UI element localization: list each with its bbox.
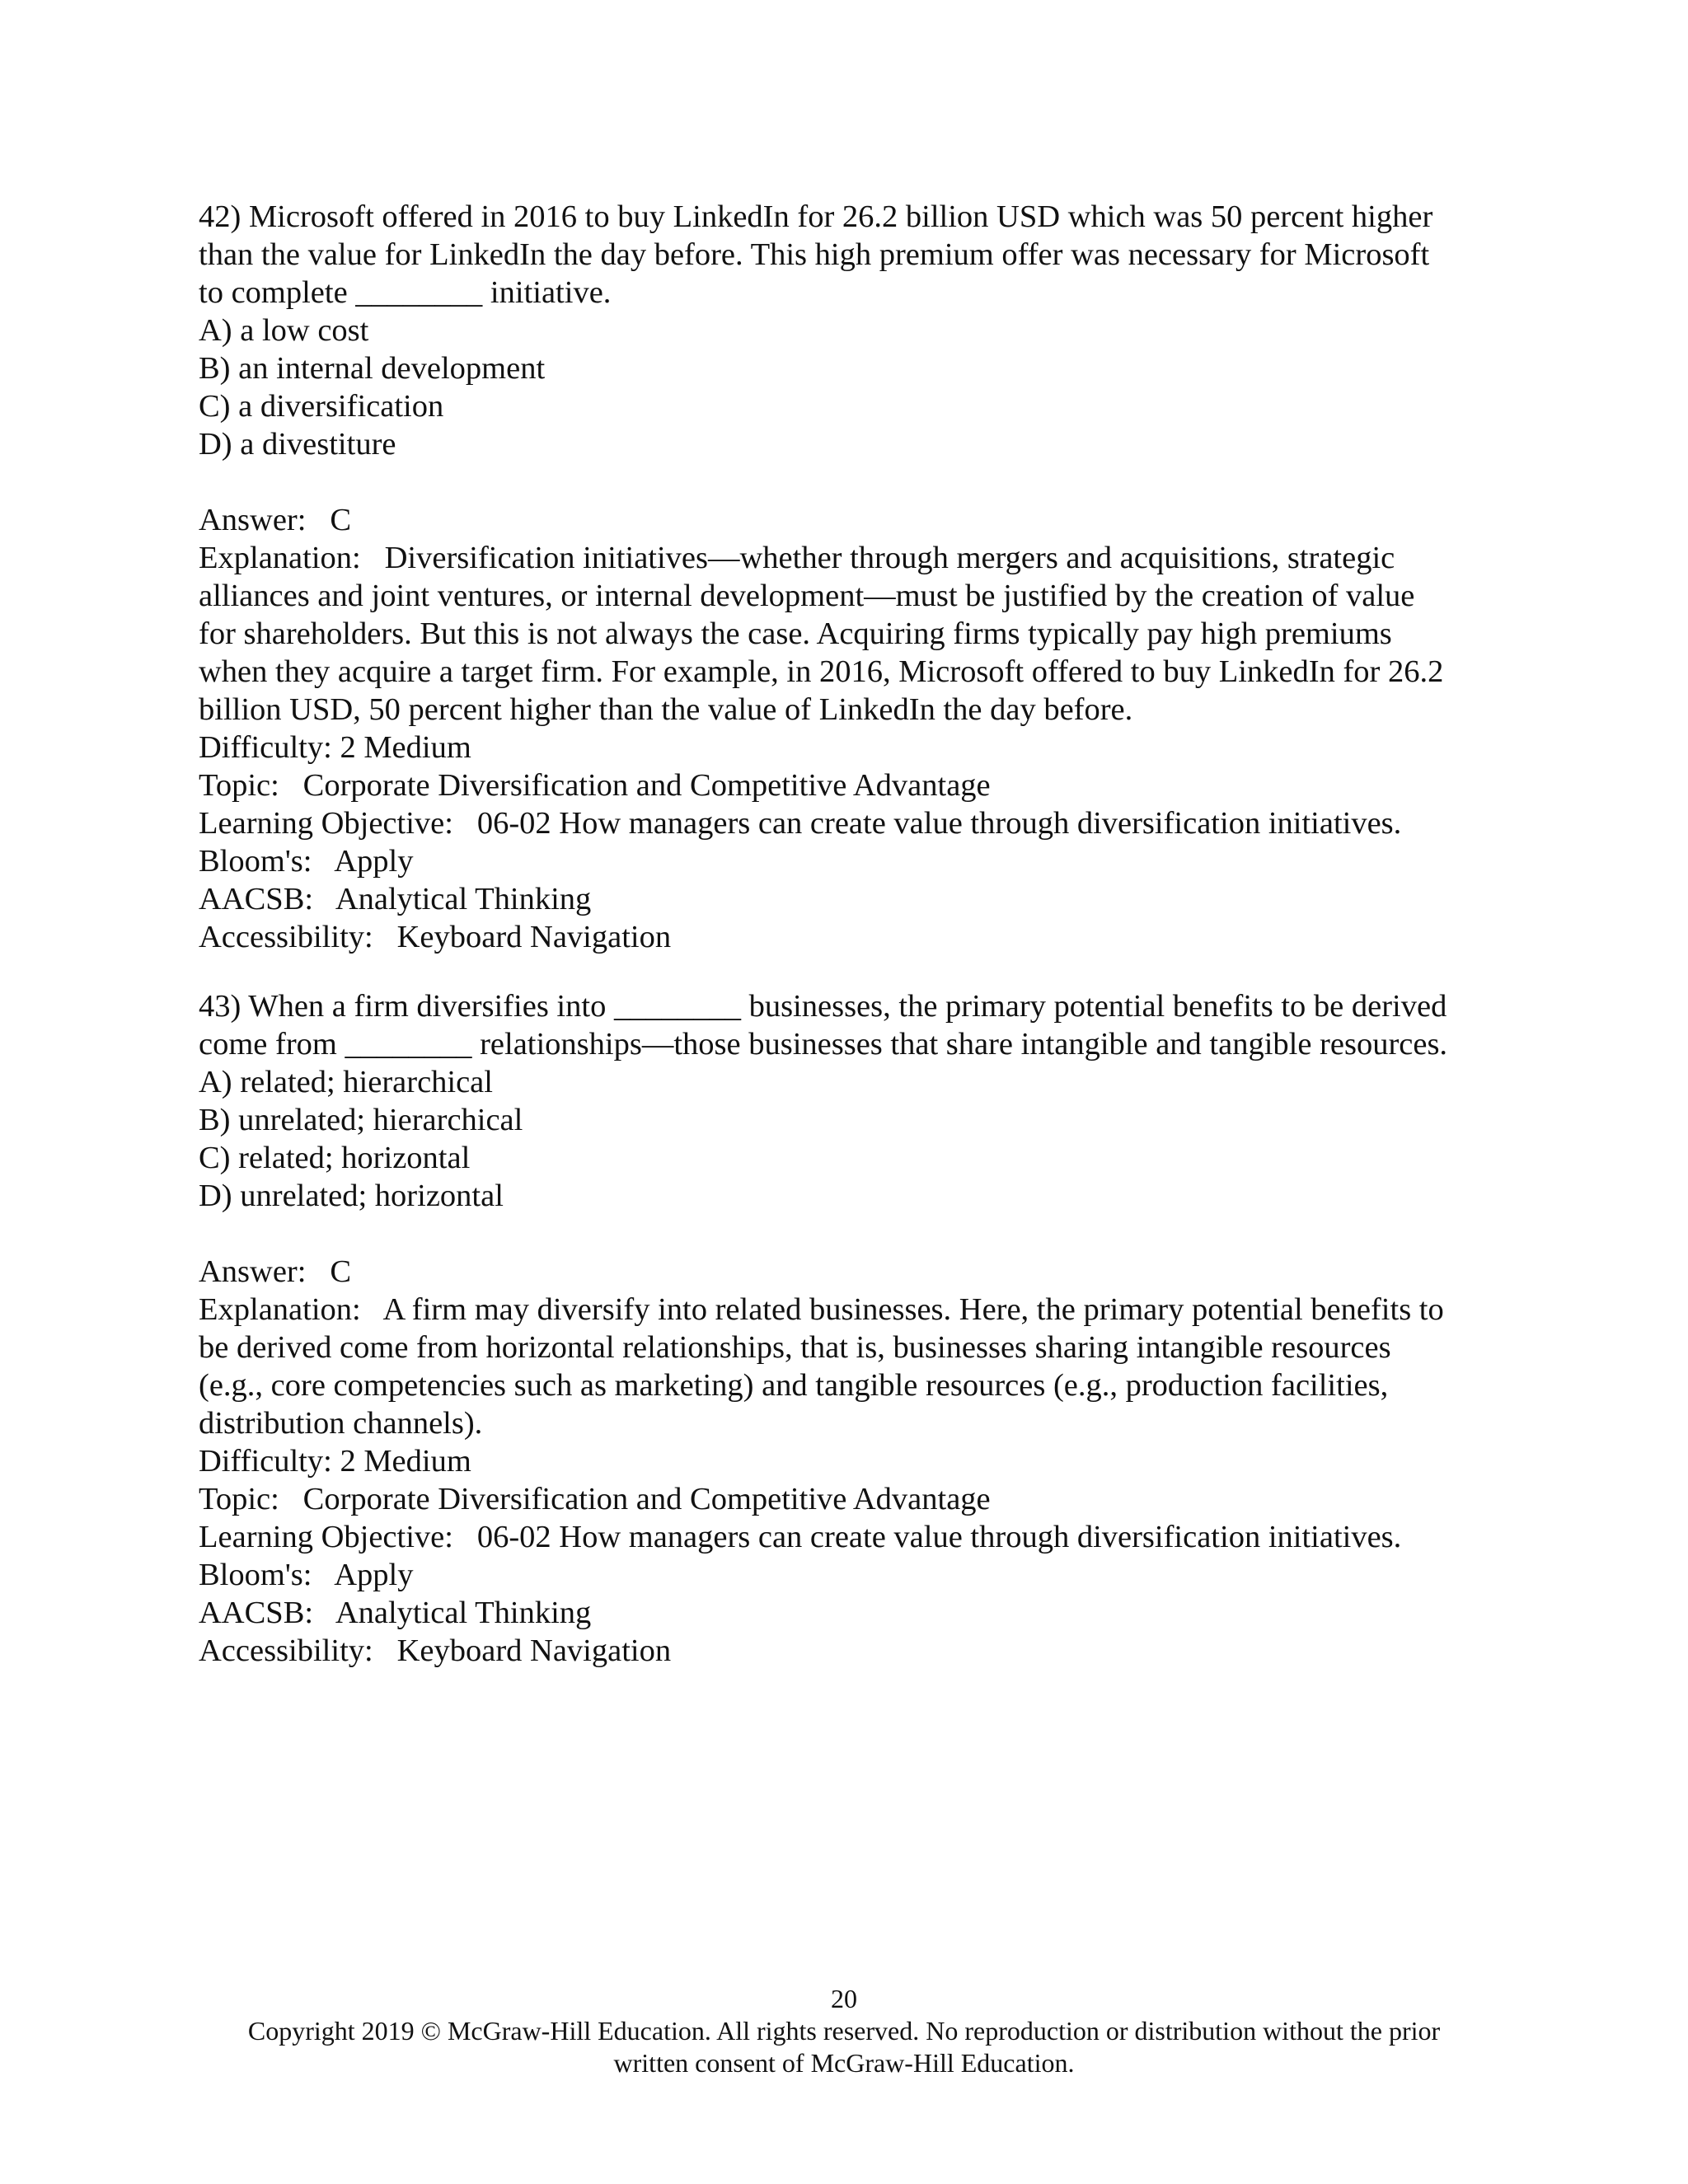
difficulty: Difficulty: 2 Medium [199, 1444, 471, 1479]
document-body [199, 198, 1517, 1670]
question-stem-line: to complete ________ initiative. [199, 275, 612, 310]
explanation-line: when they acquire a target firm. For example, in 2016, Microsoft offered to buy LinkedIn for 26.2 [199, 654, 1444, 689]
explanation-line: Explanation: A firm may diversify into related businesses. Here, the primary potential benefits to [199, 1292, 1444, 1327]
answer-option-d: D) a divestiture [199, 427, 396, 462]
question-stem-line: come from ________ relationships—those businesses that share intangible and tangible resources. [199, 1027, 1448, 1062]
spacer [199, 1215, 1517, 1253]
answer-option-c: C) a diversification [199, 389, 444, 424]
answer-key: Answer: C [199, 503, 351, 537]
topic: Topic: Corporate Diversification and Competitive Advantage [199, 768, 991, 803]
question-42 [199, 198, 1517, 956]
question-stem-line: than the value for LinkedIn the day before. This high premium offer was necessary for Microsoft [199, 237, 1430, 272]
explanation-line: alliances and joint ventures, or internal development—must be justified by the creation of value [199, 579, 1415, 613]
spacer [199, 463, 1517, 501]
topic: Topic: Corporate Diversification and Competitive Advantage [199, 1482, 991, 1516]
spacer [199, 956, 1517, 987]
answer-option-a: A) a low cost [199, 313, 369, 348]
explanation-line: distribution channels). [199, 1406, 483, 1441]
explanation-line: (e.g., core competencies such as marketing) and tangible resources (e.g., production facilities, [199, 1368, 1389, 1403]
blooms: Bloom's: Apply [199, 844, 414, 879]
question-stem-line: 42) Microsoft offered in 2016 to buy LinkedIn for 26.2 billion USD which was 50 percent higher [199, 199, 1433, 234]
page-footer [0, 1983, 1688, 2079]
answer-key: Answer: C [199, 1254, 351, 1289]
question-43 [199, 987, 1517, 1670]
accessibility: Accessibility: Keyboard Navigation [199, 920, 672, 954]
aacsb: AACSB: Analytical Thinking [199, 1596, 592, 1630]
explanation-line: Explanation: Diversification initiatives—whether through mergers and acquisitions, strategic [199, 541, 1395, 575]
answer-option-b: B) an internal development [199, 351, 546, 386]
copyright-notice-continued: written consent of McGraw-Hill Education. [613, 2048, 1075, 2078]
explanation-line: billion USD, 50 percent higher than the value of LinkedIn the day before. [199, 692, 1133, 727]
explanation-line: be derived come from horizontal relationships, that is, businesses sharing intangible resources [199, 1330, 1391, 1365]
answer-option-b: B) unrelated; hierarchical [199, 1103, 523, 1137]
answer-option-d: D) unrelated; horizontal [199, 1179, 504, 1213]
learning-objective: Learning Objective: 06-02 How managers can create value through diversification initiatives. [199, 806, 1402, 841]
page-number: 20 [831, 1984, 857, 2013]
answer-option-a: A) related; hierarchical [199, 1065, 493, 1099]
question-stem-line: 43) When a firm diversifies into ________ businesses, the primary potential benefits to be derived [199, 989, 1447, 1024]
difficulty: Difficulty: 2 Medium [199, 730, 471, 765]
answer-option-c: C) related; horizontal [199, 1141, 471, 1175]
learning-objective: Learning Objective: 06-02 How managers can create value through diversification initiatives. [199, 1520, 1402, 1554]
explanation-line: for shareholders. But this is not always the case. Acquiring firms typically pay high premiums [199, 616, 1392, 651]
blooms: Bloom's: Apply [199, 1558, 414, 1592]
aacsb: AACSB: Analytical Thinking [199, 882, 592, 916]
accessibility: Accessibility: Keyboard Navigation [199, 1633, 672, 1668]
copyright-notice: Copyright 2019 © McGraw-Hill Education. All rights reserved. No reproduction or distribution without the prior [247, 2016, 1441, 2046]
